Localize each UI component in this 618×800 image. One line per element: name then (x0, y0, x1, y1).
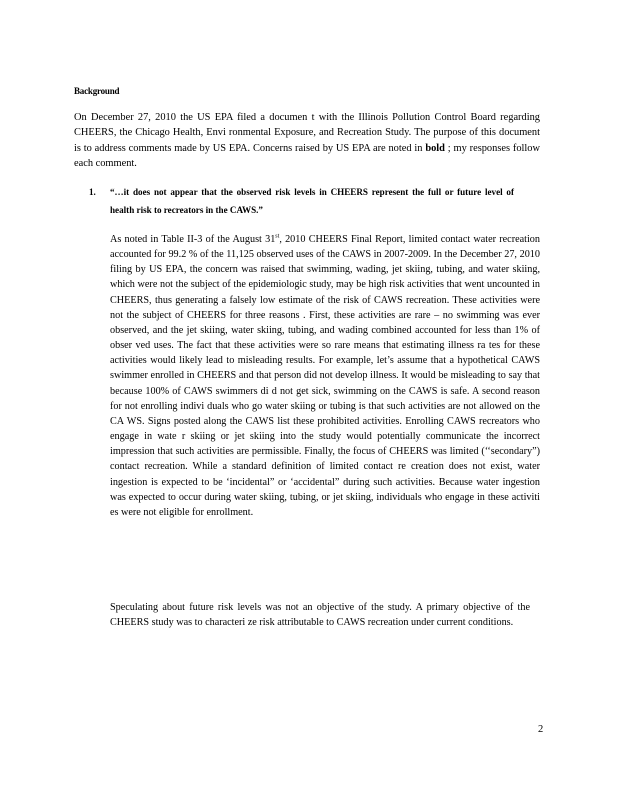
intro-bold-word: bold (425, 142, 445, 154)
response-paragraph-2: Speculating about future risk levels was not an objective of the study. A primary objective of the CHEERS study was to characteri ze risk attributable to CAWS recreation under current conditions. (110, 602, 530, 629)
para1-superscript: st (275, 233, 280, 240)
page-number: 2 (538, 724, 544, 735)
item-quote: “…it does not appear that the observed risk levels in CHEERS represent the full or future level of health risk to recreators in the CAWS.” (110, 187, 514, 215)
section-heading: Background (74, 86, 120, 96)
intro-text-after: ; my responses follow each comment. (74, 142, 540, 169)
intro-text-before: On December 27, 2010 the US EPA filed a documen t with the Illinois Pollution Control Board regarding CHEERS, the Chicago Health, Envi ronmental Exposure, and Recreation Study. The purpose of this document is to address comments made by US EPA. Concerns raised by US EPA are noted in (74, 112, 540, 154)
response-paragraph-1 (110, 232, 540, 520)
item-number: 1. (89, 187, 96, 197)
intro-paragraph (74, 110, 540, 171)
para1-text-pre: As noted in Table II-3 of the August 31 (110, 234, 276, 245)
para1-text-post: , 2010 CHEERS Final Report, limited contact water recreation accounted for 99.2 % of the 11,125 observed uses of the CAWS in 2007-2009. In the December 27, 2010 filing by US EPA, the concern was raised that swimming, wading, jet skiing, tubing, and water skiing, which were not the subject of the epidemiologic study, may be high risk activities that went uncounted in CHEERS, thus generating a falsely low estimate of the risk of CAWS recreation. These activities were not the subject of CHEERS for three reasons . First, these activities are rare – no swimming was ever observed, and the jet skiing, water skiing, tubing, and wading combined accounted for less than 1% of obser ved uses. The fact that these activities were so rare means that estimating illness ra tes for these activities would likely lead to misleading results. For example, let’s assume that a hypothetical CAWS swimmer enrolled in CHEERS and that person did not develop illness. It would be misleading to say that because 100% of CAWS swimmers di d not get sick, swimming on the CAWS is safe. A second reason for not enrolling indivi duals who go water skiing or tubing is that such activities are not allowed on the CA WS. Signs posted along the CAWS list these prohibited activities. Enrolling CAWS recreators who engage in wate r skiing or jet skiing into the study would potentially communicate the incorrect impression that such activities are permissible. Finally, the focus of CHEERS was limited (‘‘secondary”) contact recreation. While a standard definition of limited contact re creation does not exist, water ingestion is expected to be ‘incidental” or ‘accidental” during such activities. Because water ingestion was expected to occur during water skiing, tubing, or jet skiing, individuals who engage in these activiti es were not eligible for enrollment. (110, 234, 540, 518)
